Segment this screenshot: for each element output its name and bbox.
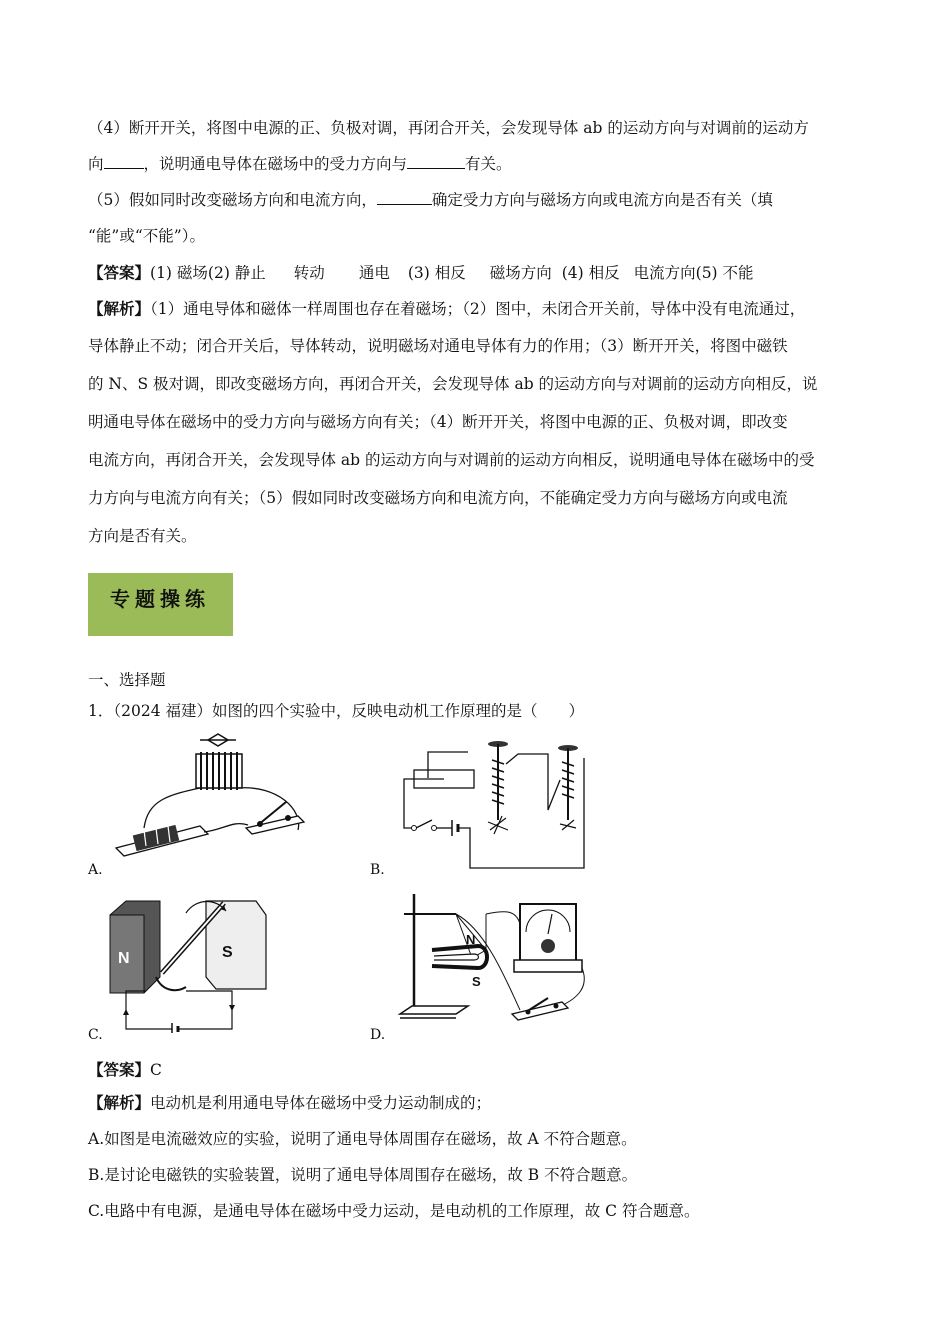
analysis-text: （1）通电导体和磁体一样周围也存在着磁场；（2）图中，未闭合开关前，导体中没有电流通过， [150, 300, 806, 318]
figure-d [396, 890, 592, 1030]
analysis2-line [88, 1085, 868, 1121]
figure-b [398, 740, 590, 875]
q5-line1 [88, 182, 868, 218]
figure-c-s-label: S [222, 944, 233, 961]
analysis-line: 的 N、S 极对调，即改变磁场方向，再闭合开关，会发现导体 ab 的运动方向与对调前的运动方向相反，说 [88, 375, 818, 393]
analysis2-tag: 【解析】 [88, 1093, 151, 1112]
analysis2-line: A.如图是电流磁效应的实验，说明了通电导体周围存在磁场，故 A 不符合题意。 [88, 1130, 637, 1148]
analysis-line: 力方向与电流方向有关；（5）假如同时改变磁场方向和电流方向，不能确定受力方向与磁场方向或电流 [88, 489, 788, 507]
q5-line2: “能”或“不能”）。 [88, 227, 205, 245]
analysis-line: 明通电导体在磁场中的受力方向与磁场方向有关；（4）断开开关，将图中电源的正、负极对调，即改变 [88, 413, 788, 431]
q4-text-a: 向 [88, 155, 104, 173]
answer2-value: C [150, 1061, 162, 1079]
figure-c [106, 893, 268, 1033]
option-d-label: D. [370, 1027, 386, 1043]
figure-a [108, 730, 308, 865]
section-title: 一、选择题 [88, 671, 166, 689]
q5-text-b: 确定受力方向与磁场方向或电流方向是否有关（填 [431, 191, 773, 209]
question-stem: 1．（2024 福建）如图的四个实验中，反映电动机工作原理的是（ ） [88, 702, 584, 720]
q5-text-a: （5）假如同时改变磁场方向和电流方向， [88, 191, 377, 209]
answer-tag: 【答案】 [88, 263, 151, 282]
q4-line2 [88, 146, 868, 182]
option-b-label: B. [370, 862, 385, 878]
analysis2-text: 电动机是利用通电导体在磁场中受力运动制成的； [150, 1094, 492, 1112]
q5-blank[interactable] [377, 186, 432, 205]
analysis2-line: C.电路中有电源，是通电导体在磁场中受力运动，是电动机的工作原理，故 C 符合题意。 [88, 1202, 700, 1220]
analysis-line [88, 291, 868, 327]
answer-part: (1) 磁场 [150, 264, 208, 282]
answer-part: 通电 [358, 264, 390, 282]
q4-blank-1[interactable] [104, 150, 144, 169]
answer-part: 磁场方向 [489, 264, 552, 282]
banner-title: 专题操练 [110, 587, 210, 611]
analysis-tag: 【解析】 [88, 299, 151, 318]
answer-part: (2) 静止 [207, 264, 266, 282]
q4-line1: （4）断开开关，将图中电源的正、负极对调，再闭合开关，会发现导体 ab 的运动方向与对调前的运动方 [88, 119, 809, 137]
answer2-tag: 【答案】 [88, 1060, 151, 1079]
analysis-line: 方向是否有关。 [88, 527, 197, 545]
figure-d-n-label: N [466, 932, 476, 947]
figure-d-s-label: S [472, 974, 481, 989]
q4-text-b: ，说明通电导体在磁场中的受力方向与 [143, 155, 408, 173]
q4-text-c: 有关。 [465, 155, 512, 173]
answer-part: (3) 相反 [407, 264, 466, 282]
answer-part: 转动 [293, 264, 325, 282]
answer-part: 电流方向 [633, 264, 696, 282]
analysis-line: 电流方向，再闭合开关，会发现导体 ab 的运动方向与对调前的运动方向相反，说明通电导体在磁场中的受 [88, 451, 815, 469]
figure-c-n-label: N [118, 950, 130, 967]
section-banner [88, 573, 233, 636]
answer2-line [88, 1052, 868, 1088]
option-c-label: C. [88, 1027, 103, 1043]
analysis-line: 导体静止不动；闭合开关后，导体转动，说明磁场对通电导体有力的作用；（3）断开开关，将图中磁铁 [88, 337, 788, 355]
option-a-label: A. [88, 862, 103, 878]
analysis2-line: B.是讨论电磁铁的实验装置，说明了通电导体周围存在磁场，故 B 不符合题意。 [88, 1166, 638, 1184]
answer-line [88, 255, 868, 291]
answer-part: (4) 相反 [561, 264, 620, 282]
answer-part: (5) 不能 [695, 264, 754, 282]
q4-blank-2[interactable] [407, 150, 465, 169]
